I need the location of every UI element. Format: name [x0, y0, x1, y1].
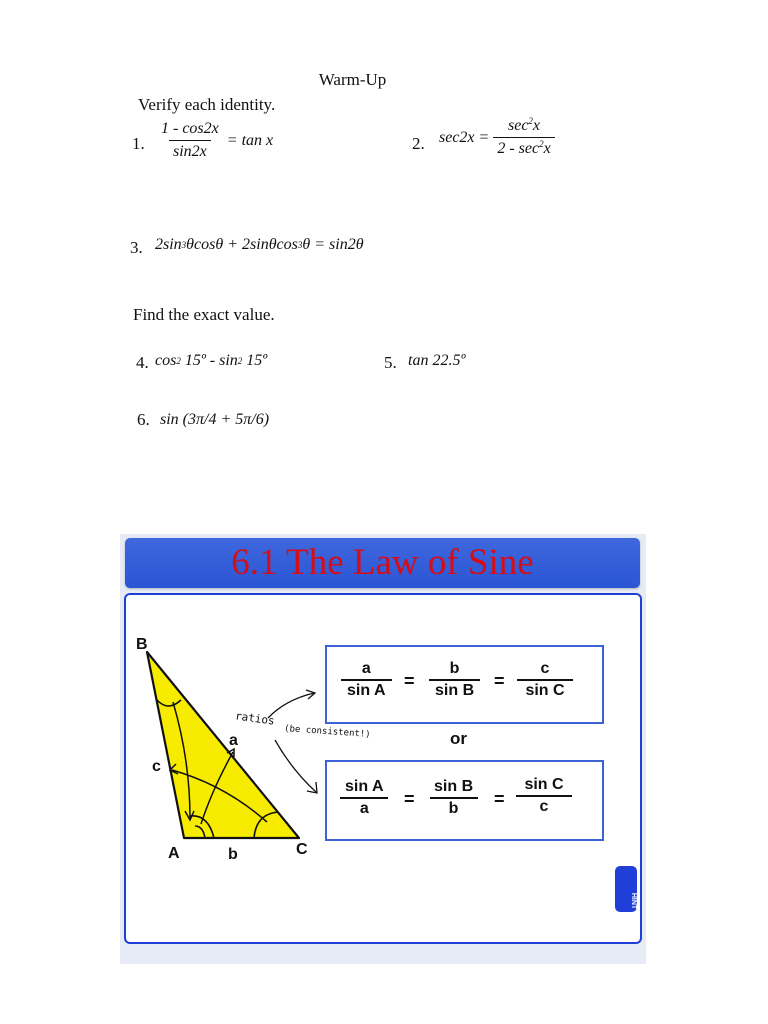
consistent-annotation: (be consistent!): [283, 723, 371, 741]
problem-2-numerator: $\sec^2x$: [507, 116, 541, 134]
formula1-fraction-b: $\frac{b}{\text{sin B}}$: [429, 660, 480, 700]
problem-1-denominator: sin2x: [169, 140, 211, 161]
problem-1-numerator: 1 - cos2x: [161, 120, 219, 137]
problem-5-number: 5.: [384, 353, 397, 372]
side-c-label: c: [152, 758, 161, 775]
hint-label: HINT: [630, 892, 637, 910]
vertex-b-label: B: [136, 636, 148, 653]
problem-4-expression: cos 2 15º - sin 2 15º: [155, 352, 268, 369]
hint-tab-button[interactable]: [615, 866, 637, 912]
formula2-equals-1: =: [404, 789, 415, 809]
ratios-annotation: ratios: [234, 709, 276, 728]
problem-5-expression: tan 22.5º: [408, 352, 466, 369]
problem-4-number: 4.: [136, 353, 149, 372]
problem-6-expression: sin (3π/4 + 5π/6): [160, 411, 270, 428]
problem-1-rhs: = tan x: [226, 131, 274, 149]
problem-2-expression: [439, 117, 555, 158]
formula1-equals-2: =: [494, 671, 505, 691]
problem-2-lhs: sec2x =: [439, 128, 490, 146]
vertex-a-label: A: [168, 845, 180, 862]
side-a-label: a: [229, 732, 238, 749]
formula2-fraction-b: $\frac{\text{sin B}}{b}$: [428, 778, 479, 818]
formula1-equals-1: =: [404, 671, 415, 691]
or-label: or: [450, 729, 467, 748]
side-b-label: b: [228, 846, 238, 863]
problem-2-number: 2.: [412, 134, 425, 153]
problem-6-number: 6.: [137, 410, 150, 429]
instruction-exact-value: Find the exact value.: [133, 305, 275, 324]
problem-3-number: 3.: [130, 238, 143, 257]
vertex-c-label: C: [296, 841, 308, 858]
formula1-fraction-c: $\frac{c}{\text{sin C}}$: [517, 660, 573, 700]
slide-title: 6.1 The Law of Sine: [231, 542, 534, 583]
formula2-fraction-a: $\frac{\text{sin A}}{a}$: [339, 778, 390, 818]
worksheet-title: Warm-Up: [318, 70, 387, 89]
law-of-sines-formula-box-2: [325, 760, 604, 841]
problem-2-denominator: $2 - \sec^2x$: [493, 137, 554, 158]
formula1-fraction-a: $\frac{a}{\text{sin A}}$: [341, 660, 392, 700]
ratios-arrow-lower: [275, 740, 316, 792]
problem-1-expression: [157, 120, 273, 161]
instruction-verify: Verify each identity.: [138, 95, 276, 114]
law-of-sines-formula-box-1: [325, 645, 604, 724]
problem-1-number: 1.: [132, 134, 145, 153]
problem-3-expression: 2sin 3 θcosθ + 2sinθcos 3 θ = sin2θ: [155, 236, 364, 253]
formula2-fraction-c: $\frac{\text{sin C}}{c}$: [516, 776, 572, 816]
triangle-shape: [147, 652, 299, 838]
formula2-equals-2: =: [494, 789, 505, 809]
